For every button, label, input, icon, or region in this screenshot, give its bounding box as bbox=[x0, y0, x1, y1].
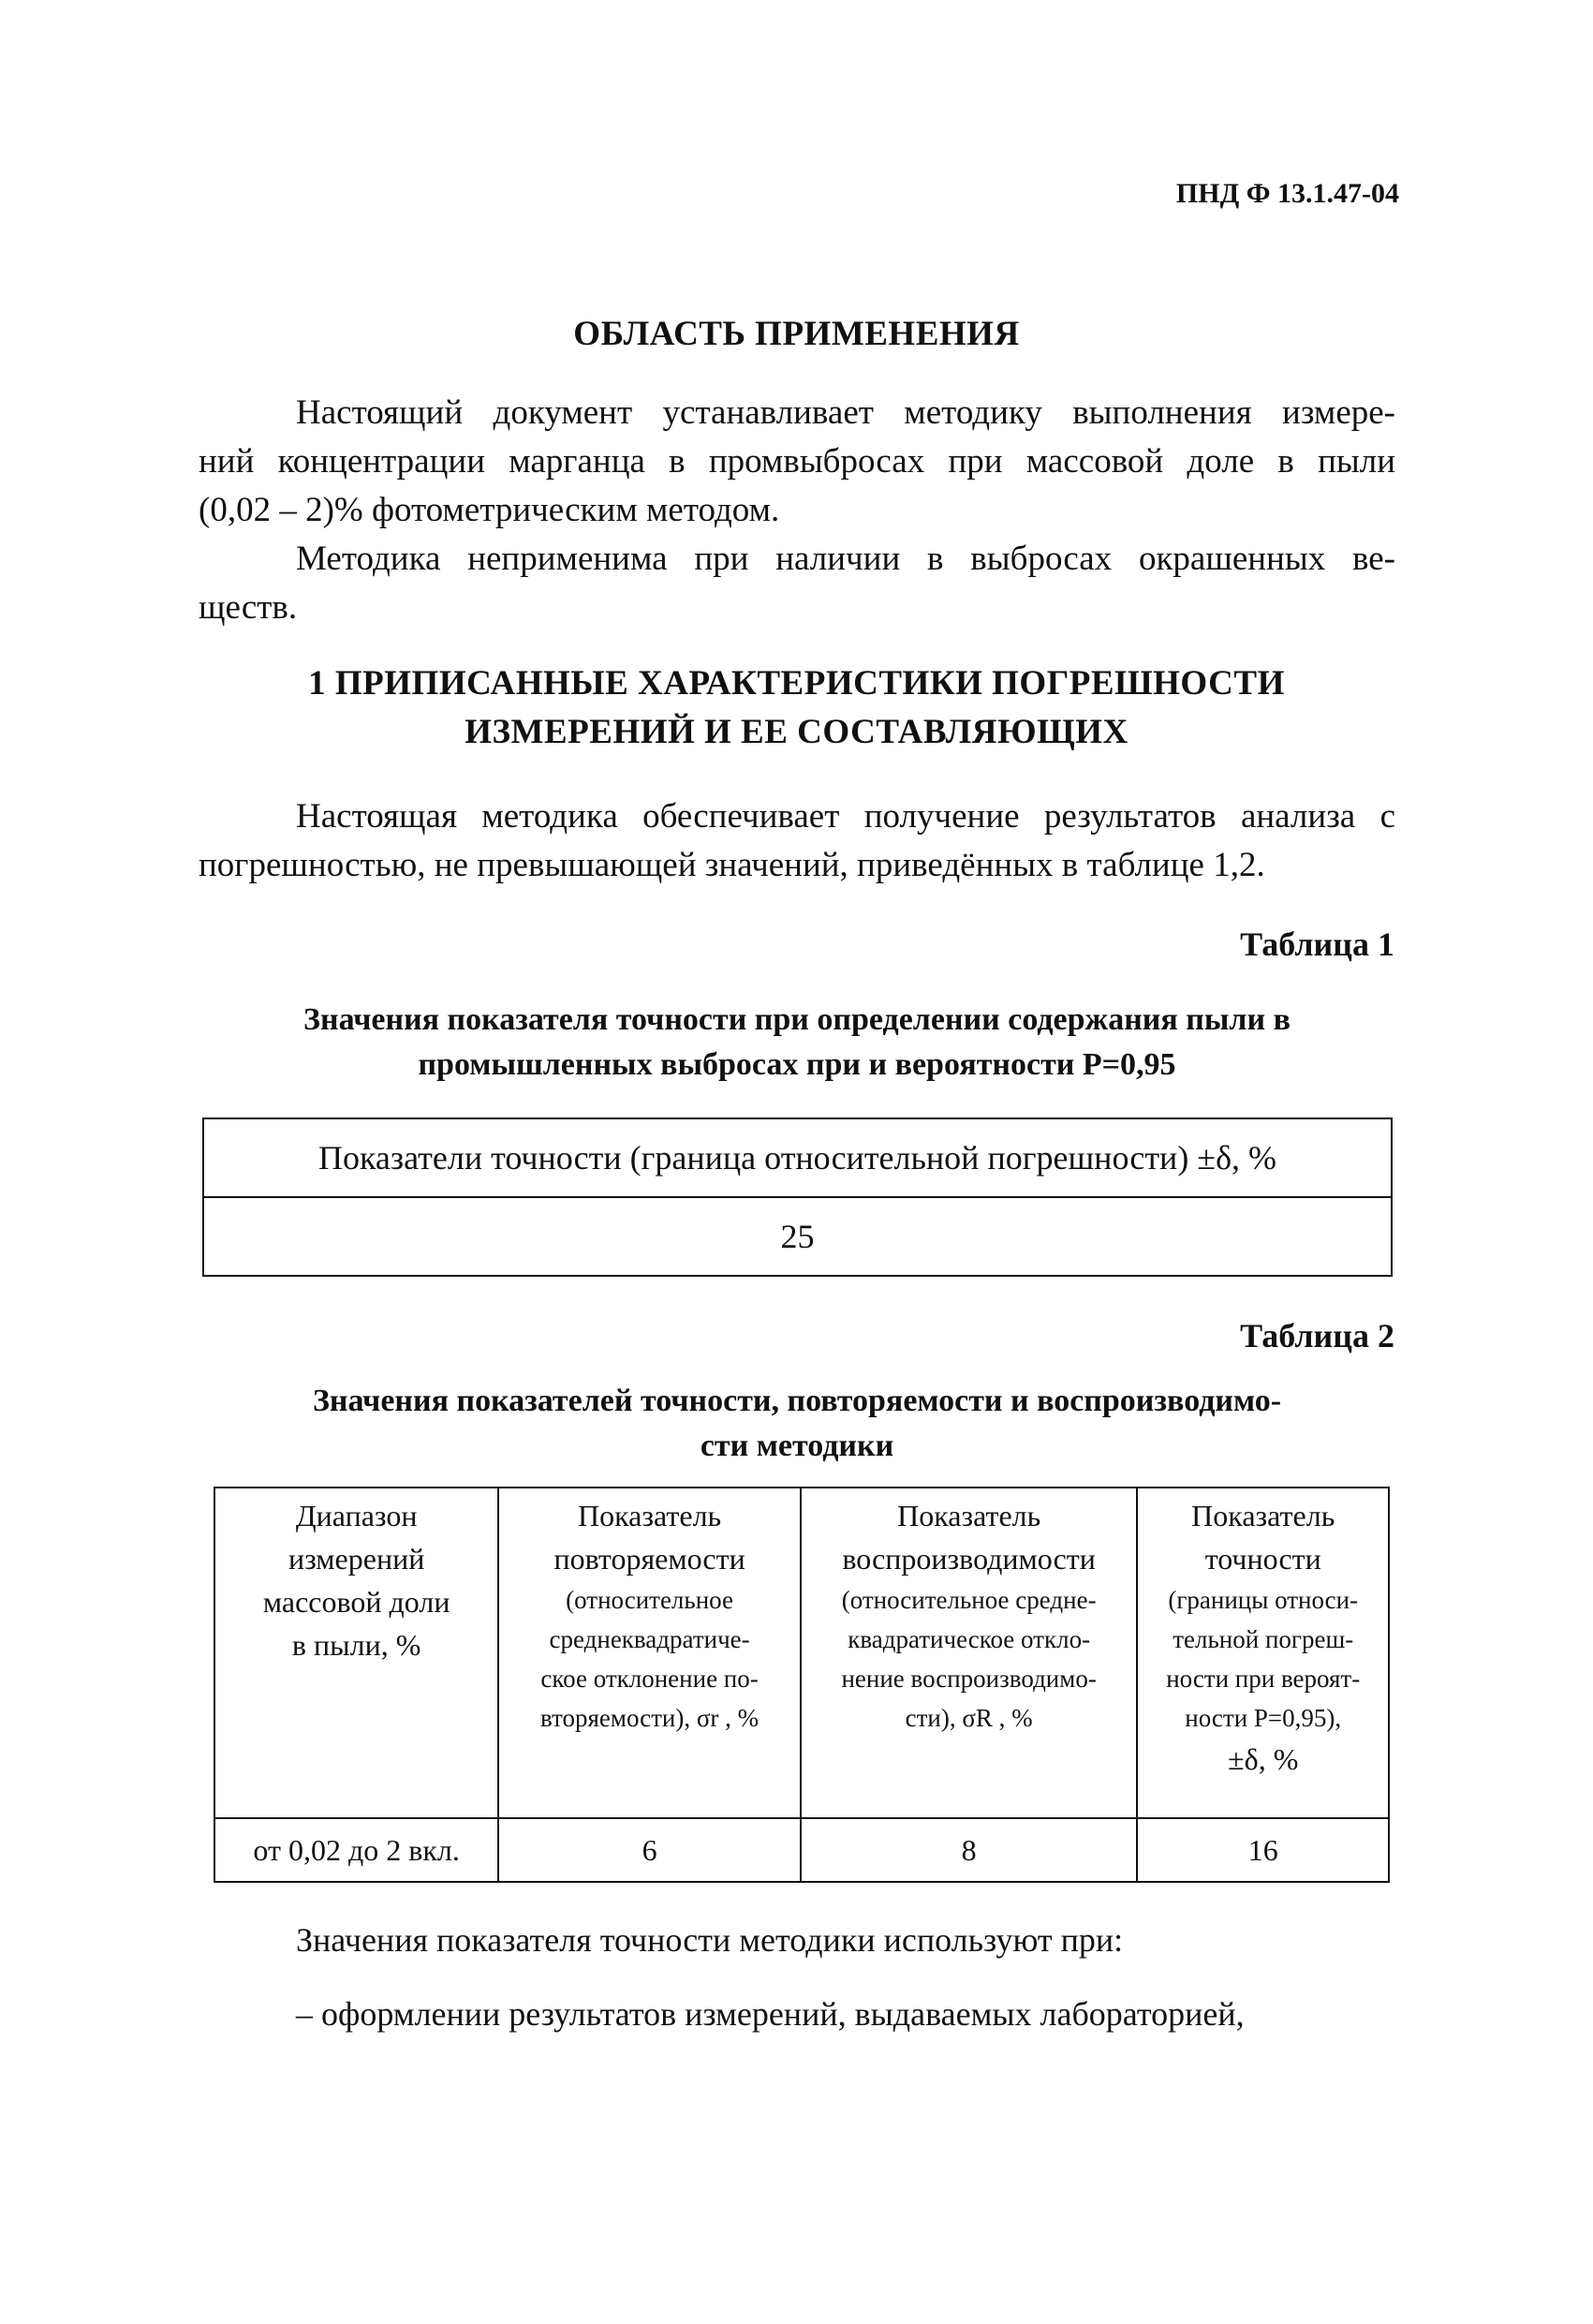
text-line: (0,02 – 2)% фотометрическим методом. bbox=[199, 491, 780, 529]
header-line: Показатель bbox=[578, 1499, 722, 1532]
header-line: Показатель bbox=[897, 1499, 1041, 1532]
header-line: квадратическое откло- bbox=[848, 1625, 1091, 1653]
header-line: Показатель bbox=[1191, 1499, 1335, 1532]
caption-line: промышленных выбросах при и вероятности Р=0,95 bbox=[418, 1047, 1176, 1082]
header-line: ности при вероят- bbox=[1166, 1665, 1361, 1693]
header-line: повторяемости bbox=[553, 1542, 745, 1576]
section-1-title-line-2: ИЗМЕРЕНИЙ И ЕЕ СОСТАВЛЯЮЩИХ bbox=[465, 713, 1128, 751]
scope-paragraph-1 bbox=[199, 389, 1395, 535]
caption-line: Значения показателя точности при определении содержания пыли в bbox=[303, 1002, 1291, 1037]
text-line: – оформлении результатов измерений, выдаваемых лабораторией, bbox=[296, 1995, 1245, 2033]
footer-paragraph bbox=[199, 1916, 1395, 1964]
header-line: вторяемости), σr , % bbox=[539, 1704, 760, 1732]
header-line: (границы относи- bbox=[1168, 1586, 1359, 1614]
table-2-cell-accuracy: 16 bbox=[1137, 1818, 1389, 1882]
table-1-caption bbox=[199, 998, 1395, 1088]
header-line: ±δ, % bbox=[1228, 1742, 1299, 1776]
table-1-header-cell: Показатели точности (граница относительной погрешности) ±δ, % bbox=[203, 1118, 1392, 1197]
table-2-cell-repeatability: 6 bbox=[498, 1818, 801, 1882]
section-1-title-line-1: 1 ПРИПИСАННЫЕ ХАРАКТЕРИСТИКИ ПОГРЕШНОСТИ bbox=[308, 664, 1285, 703]
text-line: погрешностью, не превышающей значений, приведённых в таблице 1,2. bbox=[199, 846, 1265, 884]
header-line: нение воспроизводимо- bbox=[841, 1665, 1097, 1693]
header-line: Диапазон bbox=[295, 1499, 418, 1532]
header-line: массовой доли bbox=[262, 1585, 450, 1619]
table-1-value-cell: 25 bbox=[203, 1197, 1392, 1276]
header-line: точности bbox=[1204, 1542, 1321, 1576]
table-2-label: Таблица 2 bbox=[1240, 1317, 1394, 1354]
table-2-cell-reproducibility: 8 bbox=[801, 1818, 1138, 1882]
column-header-reproducibility bbox=[801, 1488, 1138, 1818]
table-1 bbox=[202, 1118, 1393, 1277]
scope-title: ОБЛАСТЬ ПРИМЕНЕНИЯ bbox=[573, 315, 1020, 353]
text-line: Значения показателя точности методики используют при: bbox=[296, 1921, 1124, 1959]
text-line: ний концентрации марганца в промвыбросах при массовой доле в пыли bbox=[199, 442, 1395, 481]
footer-list-item bbox=[199, 1990, 1395, 2038]
text-line: ществ. bbox=[199, 588, 298, 627]
text-line: Настоящий документ устанавливает методику выполнения измере- bbox=[296, 393, 1395, 432]
header-line: ности Р=0,95), bbox=[1185, 1704, 1342, 1732]
caption-line: Значения показателей точности, повторяемости и воспроизводимо- bbox=[312, 1384, 1282, 1418]
header-line: воспроизводимости bbox=[842, 1542, 1096, 1576]
scope-paragraph-2 bbox=[199, 535, 1395, 632]
text-line: Настоящая методика обеспечивает получение результатов анализа с bbox=[296, 797, 1395, 836]
table-1-label: Таблица 1 bbox=[1240, 925, 1394, 963]
text-line: Методика неприменима при наличии в выбросах окрашенных ве- bbox=[296, 540, 1395, 578]
header-line: (относительное средне- bbox=[841, 1586, 1097, 1614]
header-line: (относительное bbox=[566, 1586, 733, 1614]
table-2 bbox=[214, 1487, 1390, 1883]
header-line: ское отклонение по- bbox=[540, 1665, 759, 1693]
table-2-cell-range: от 0,02 до 2 вкл. bbox=[214, 1818, 498, 1882]
header-line: измерений bbox=[288, 1542, 425, 1576]
header-line: сти), σR , % bbox=[905, 1704, 1033, 1732]
column-header-accuracy bbox=[1137, 1488, 1389, 1818]
column-header-range bbox=[214, 1488, 498, 1818]
column-header-repeatability bbox=[498, 1488, 801, 1818]
document-code: ПНД Ф 13.1.47-04 bbox=[1175, 178, 1399, 209]
header-line: в пыли, % bbox=[291, 1628, 421, 1662]
section-1-paragraph bbox=[199, 792, 1395, 890]
table-2-caption bbox=[199, 1379, 1395, 1469]
header-line: среднеквадратиче- bbox=[549, 1625, 750, 1653]
header-line: тельной погреш- bbox=[1173, 1625, 1354, 1653]
caption-line: сти методики bbox=[700, 1428, 894, 1463]
